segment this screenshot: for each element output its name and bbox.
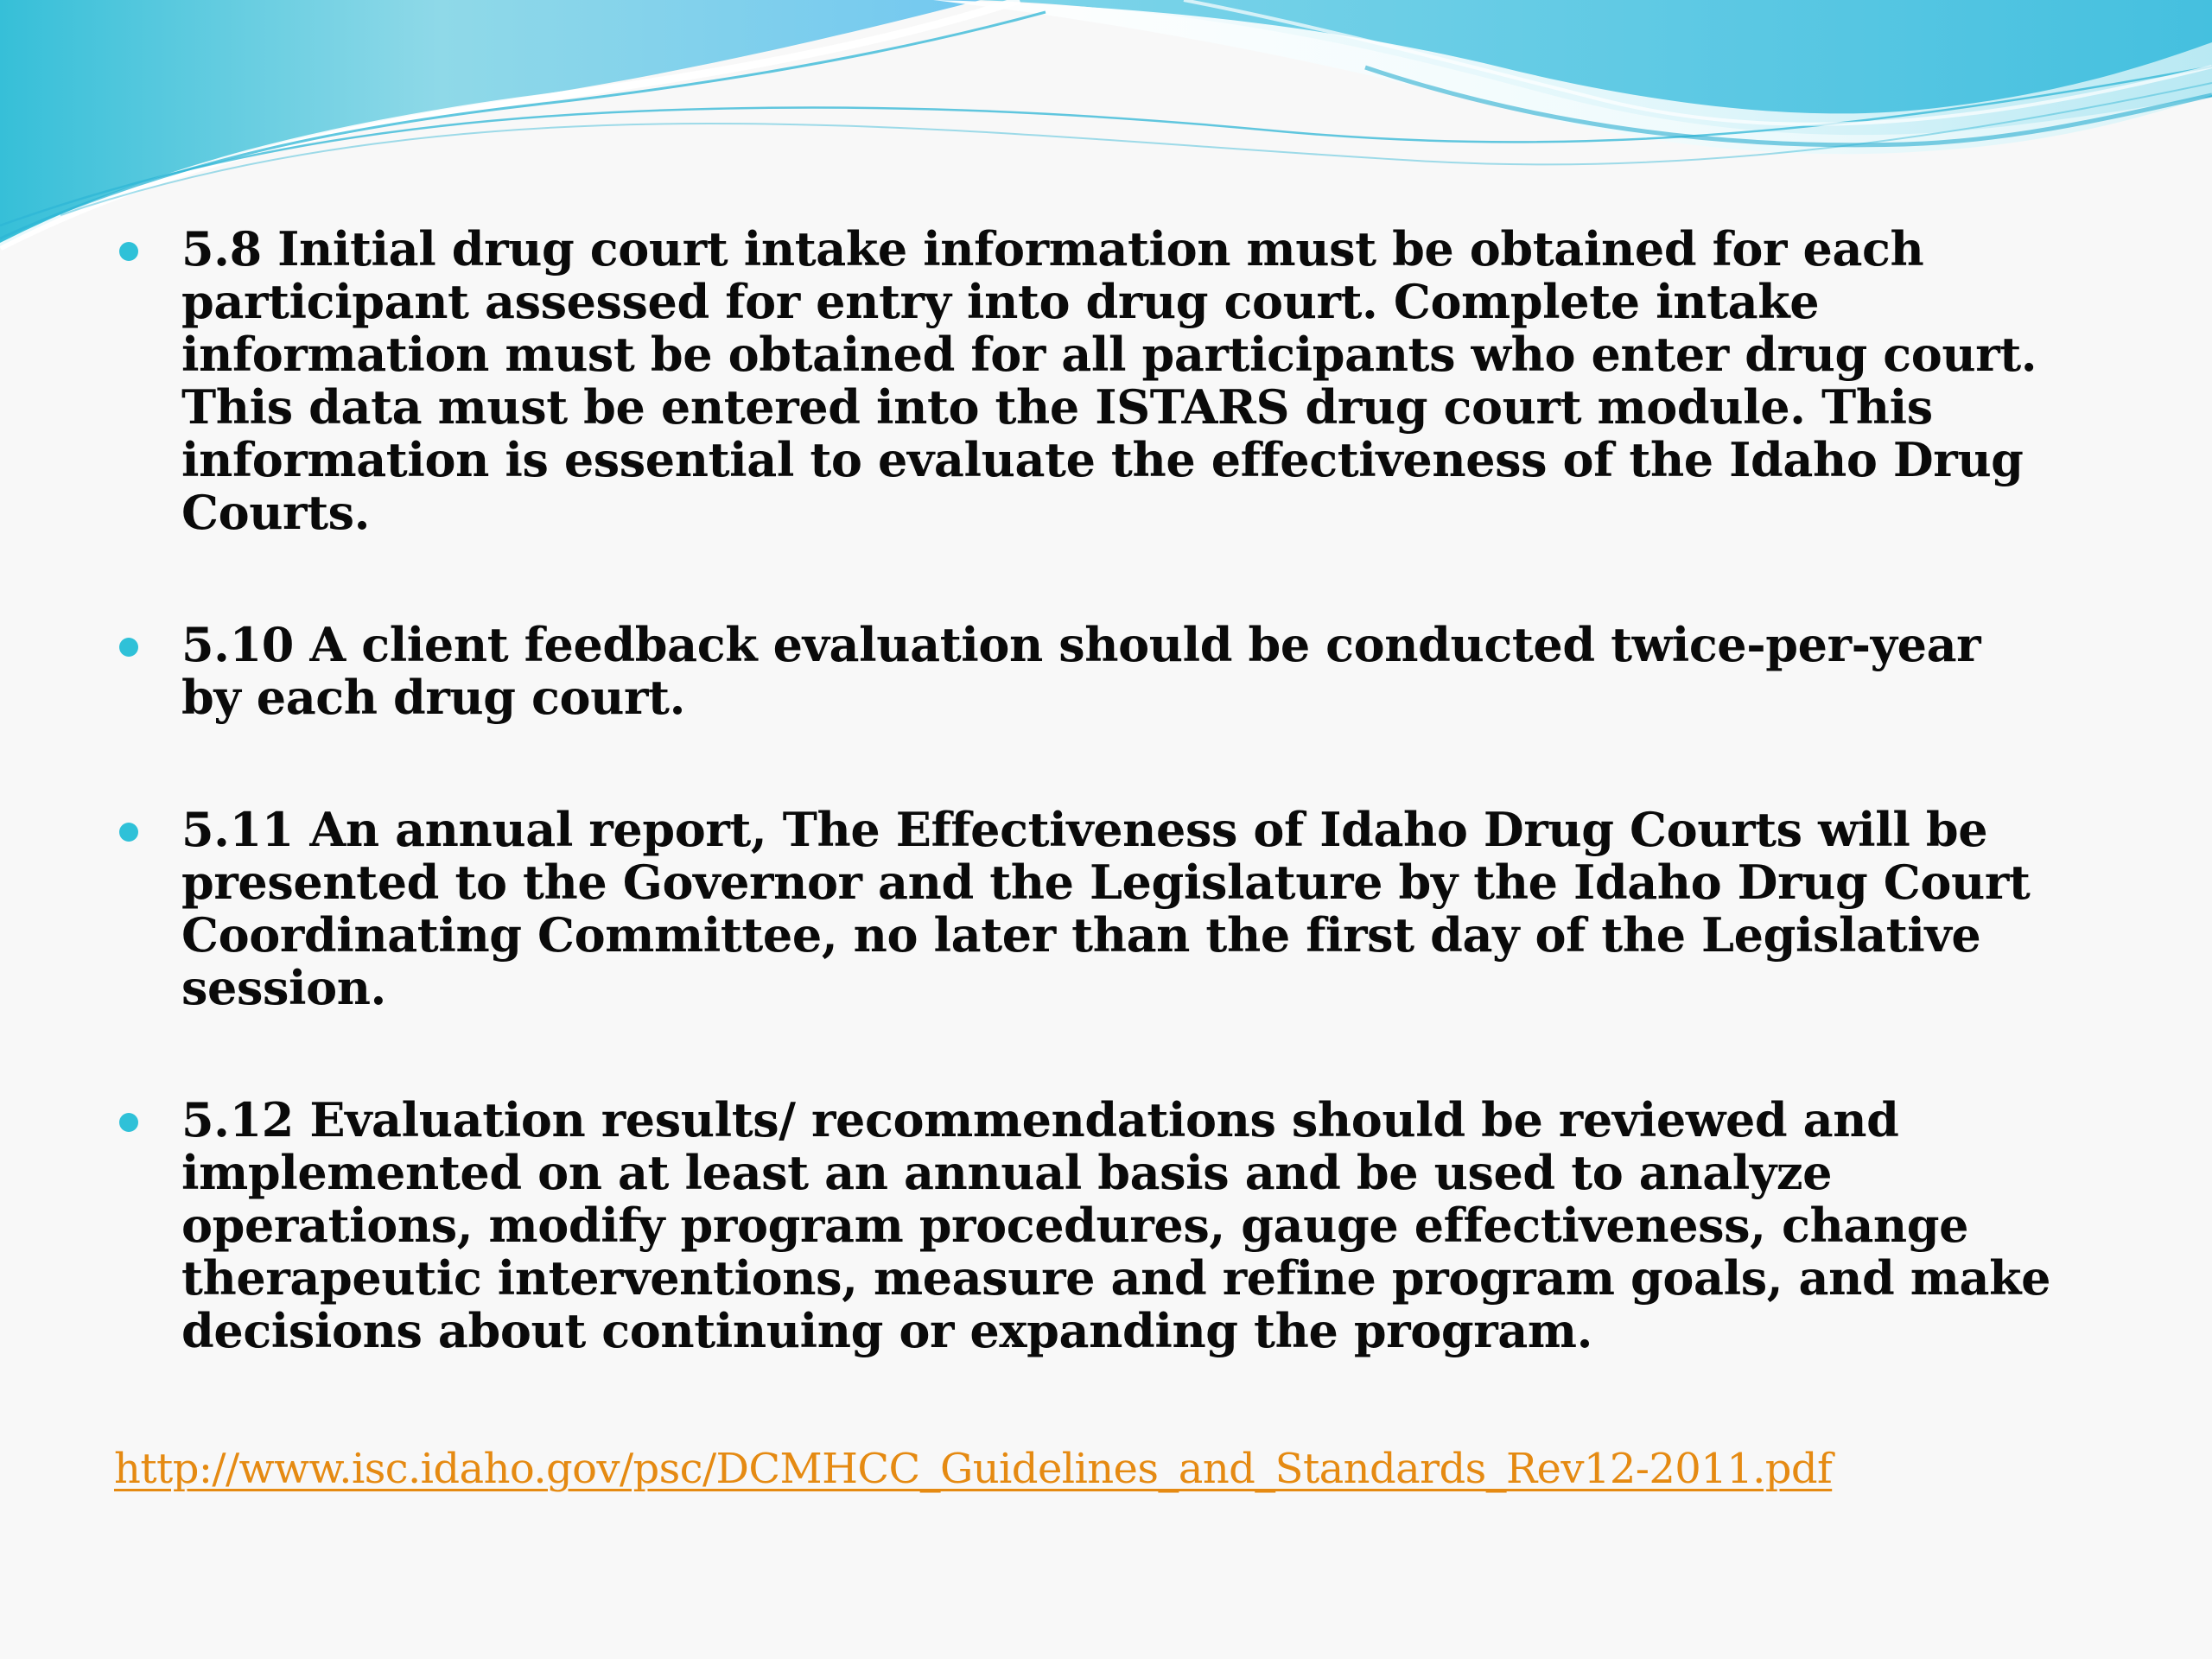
source-link[interactable]: http://www.isc.idaho.gov/psc/DCMHCC_Guidelines_and_Standards_Rev12-2011.pdf [114, 1445, 1833, 1493]
bullet-dot-icon [119, 242, 138, 261]
bullet-dot-icon [119, 1113, 138, 1132]
bullet-text: 5.12 Evaluation results/ recommendations should be reviewed and implemented on at least an annual basis and be used to analyze operations, modify program procedures, gauge effectiveness, change therapeutic interventions, measure and refine program goals, and make decisions about continuing or expanding the program. [181, 1092, 2051, 1358]
standards-bullet-list [118, 223, 2053, 1357]
decorative-wave-header [0, 0, 2212, 259]
bullet-text: 5.11 An annual report, The Effectiveness of Idaho Drug Courts will be presented to the Governor and the Legislature by the Idaho Drug Court Coordinating Committee, no later than the first day of the Legislative session. [181, 802, 2031, 1015]
bullet-text: 5.10 A client feedback evaluation should be conducted twice-per-year by each drug court. [181, 617, 1981, 725]
bullet-text: 5.8 Initial drug court intake information must be obtained for each participant assessed for entry into drug court. Complete intake information must be obtained for all participants who enter drug court. This data must be entered into the ISTARS drug court module. This information is essential to evaluate the effectiveness of the Idaho Drug Courts. [181, 221, 2037, 540]
bullet-dot-icon [119, 638, 138, 657]
bullet-item-5-11 [118, 804, 2053, 1014]
bullet-dot-icon [119, 823, 138, 842]
bullet-item-5-12 [118, 1094, 2053, 1357]
bullet-item-5-10 [118, 619, 2053, 724]
bullet-item-5-8 [118, 223, 2053, 539]
